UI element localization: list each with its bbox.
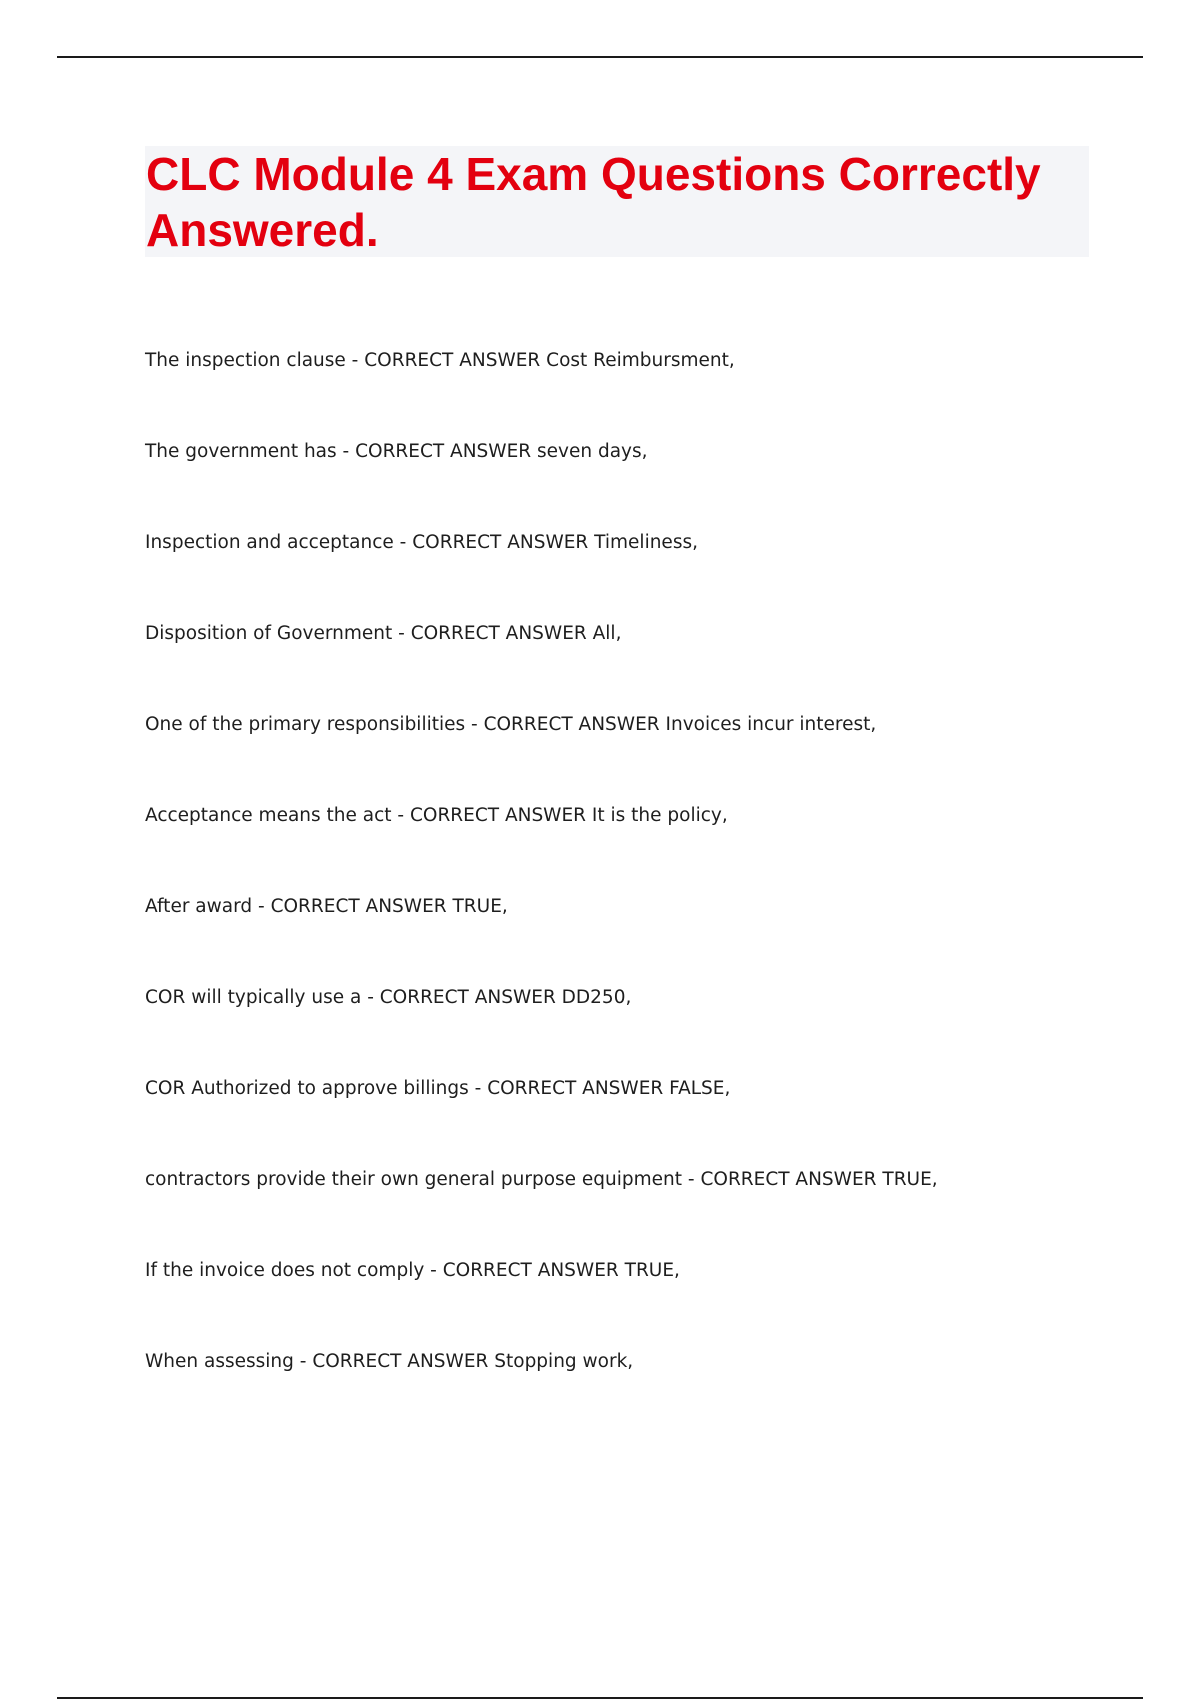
qa-item: After award - CORRECT ANSWER TRUE, bbox=[145, 896, 508, 917]
document-title: CLC Module 4 Exam Questions Correctly Answered. bbox=[146, 148, 1041, 256]
bottom-divider bbox=[57, 1697, 1143, 1699]
qa-list bbox=[145, 344, 1105, 1436]
qa-item: The government has - CORRECT ANSWER seven days, bbox=[145, 441, 648, 462]
qa-item: When assessing - CORRECT ANSWER Stopping work, bbox=[145, 1351, 634, 1372]
qa-item: The inspection clause - CORRECT ANSWER Cost Reimbursment, bbox=[145, 350, 735, 371]
qa-item: Inspection and acceptance - CORRECT ANSWER Timeliness, bbox=[145, 532, 698, 553]
qa-item: COR Authorized to approve billings - CORRECT ANSWER FALSE, bbox=[145, 1078, 731, 1099]
qa-item: contractors provide their own general purpose equipment - CORRECT ANSWER TRUE, bbox=[145, 1169, 938, 1190]
qa-item: One of the primary responsibilities - CORRECT ANSWER Invoices incur interest, bbox=[145, 714, 877, 735]
top-divider bbox=[57, 56, 1143, 58]
qa-item: COR will typically use a - CORRECT ANSWER DD250, bbox=[145, 987, 632, 1008]
qa-item: Disposition of Government - CORRECT ANSWER All, bbox=[145, 623, 622, 644]
qa-item: Acceptance means the act - CORRECT ANSWER It is the policy, bbox=[145, 805, 728, 826]
qa-item: If the invoice does not comply - CORRECT ANSWER TRUE, bbox=[145, 1260, 680, 1281]
